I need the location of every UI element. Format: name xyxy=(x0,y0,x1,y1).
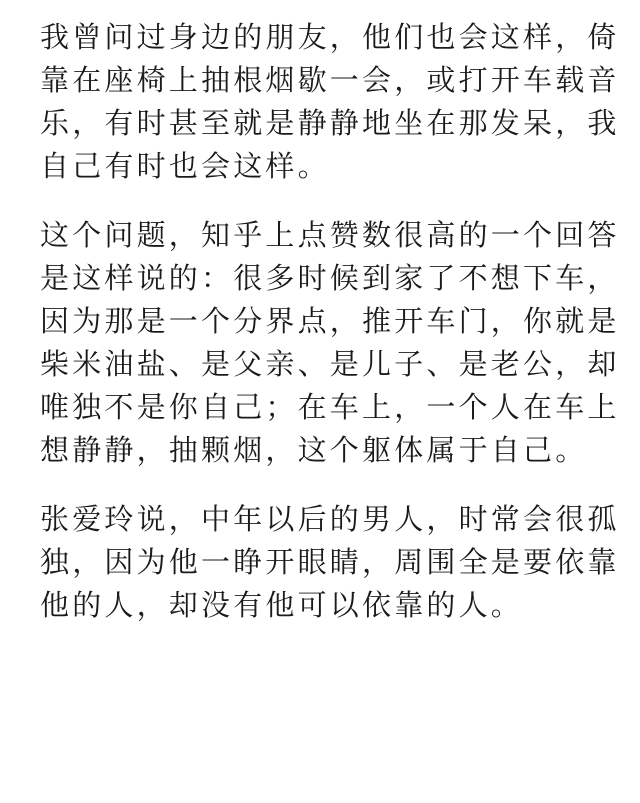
text-line: 独，因为他一睁开眼睛，周围全是要依靠 xyxy=(40,545,620,579)
paragraph-3 xyxy=(40,498,620,627)
text-line: 他的人，却没有他可以依靠的人。 xyxy=(40,588,524,622)
text-line: 唯独不是你自己；在车上，一个人在车上 xyxy=(40,390,620,424)
text-line: 因为那是一个分界点，推开车门，你就是 xyxy=(40,304,620,338)
article-body xyxy=(40,16,620,653)
text-line: 张爱玲说，中年以后的男人，时常会很孤 xyxy=(40,502,620,536)
text-line: 靠在座椅上抽根烟歇一会，或打开车载音 xyxy=(40,63,620,97)
text-line: 柴米油盐、是父亲、是儿子、是老公，却 xyxy=(40,347,620,381)
text-line: 是这样说的：很多时候到家了不想下车， xyxy=(40,261,620,295)
text-line: 这个问题，知乎上点赞数很高的一个回答 xyxy=(40,218,620,252)
paragraph-2 xyxy=(40,214,620,472)
paragraph-1 xyxy=(40,16,620,188)
text-line: 想静静，抽颗烟，这个躯体属于自己。 xyxy=(40,433,588,467)
text-line: 我曾问过身边的朋友，他们也会这样，倚 xyxy=(40,20,620,54)
text-line: 乐，有时甚至就是静静地坐在那发呆，我 xyxy=(40,106,620,140)
text-line: 自己有时也会这样。 xyxy=(40,149,330,183)
